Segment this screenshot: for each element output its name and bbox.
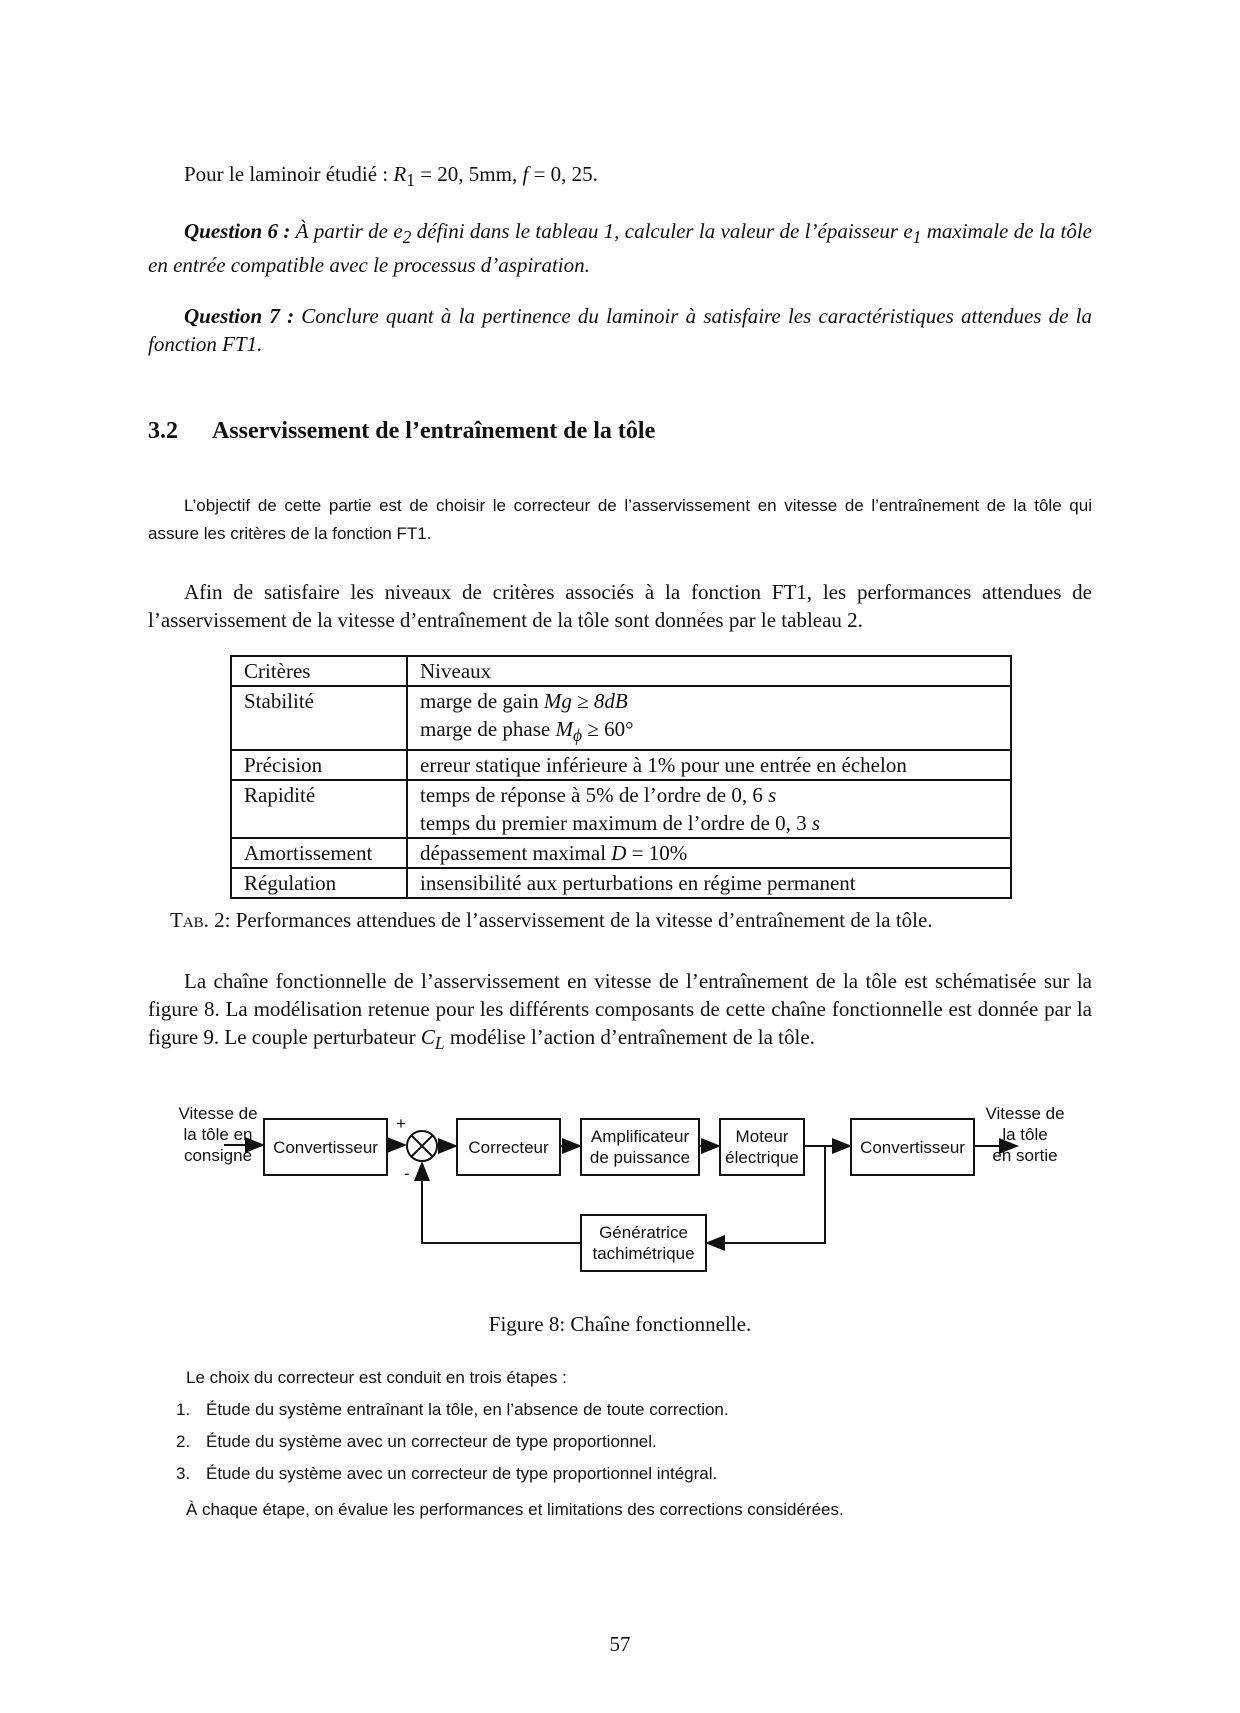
gain-margin-value: 8dB (593, 689, 628, 713)
cl-symbol: C (420, 1025, 435, 1049)
tacho-line: Génératrice (599, 1223, 688, 1242)
list-item (176, 1400, 729, 1420)
input-label (172, 1103, 264, 1166)
question-6-label: Question 6 : (184, 219, 291, 243)
gain-margin-prefix: marge de gain (420, 689, 544, 713)
e2-symbol: e (393, 219, 403, 243)
page-number: 57 (609, 1632, 631, 1656)
steps-outro: À chaque étape, on évalue les performances et limitations des corrections considérées. (186, 1500, 844, 1519)
criterion-speed: Rapidité (231, 780, 407, 838)
motor-line: Moteur (735, 1127, 789, 1146)
phase-margin-relation: ≥ (582, 717, 605, 741)
gain-margin-relation: ≥ (571, 689, 594, 713)
intro-text: Pour le laminoir étudié : (184, 162, 394, 186)
table-caption-text: 2: Performances attendues de l’asservissement de la vitesse d’entraînement de la tôle. (208, 908, 933, 932)
performance-paragraph: Afin de satisfaire les niveaux de critères associés à la fonction FT1, les performances attendues de l’asservissement de la vitesse d’entraînement de la tôle sont données par le tableau 2. (148, 580, 1092, 632)
question-6-text-b: défini dans le tableau 1, calculer la valeur de l’épaisseur (411, 219, 904, 243)
phase-margin-subscript: ϕ (572, 725, 583, 746)
section-number: 3.2 (148, 418, 178, 444)
phase-margin-value: 60° (604, 717, 634, 741)
chain-text-b: modélise l’action d’entraînement de la tôle. (444, 1025, 815, 1049)
section-title: Asservissement de l’entraînement de la tôle (212, 418, 656, 444)
response-time-unit: s (768, 783, 777, 808)
r-subscript: 1 (406, 170, 415, 191)
f-symbol: f (522, 162, 529, 186)
corrector-block: Correcteur (456, 1118, 561, 1176)
plus-sign: + (396, 1114, 406, 1133)
list-item-number: 2. (176, 1432, 191, 1451)
tacho-line: tachimétrique (592, 1244, 695, 1263)
input-label-line: consigne (183, 1146, 253, 1165)
r-value: = 20, 5mm, (414, 162, 523, 186)
amplifier-block (580, 1118, 700, 1176)
question-6-text-c: maximale de la tôle en entrée compatible avec le processus d’aspiration. (148, 219, 1092, 278)
criterion-precision: Précision (231, 750, 407, 780)
amplifier-line: de puissance (589, 1148, 691, 1167)
list-item-text: Étude du système avec un correcteur de type proportionnel. (206, 1432, 657, 1451)
figure-caption: Figure 8: Chaîne fonctionnelle. (488, 1312, 752, 1336)
question-7-text: Conclure quant à la pertinence du laminoir à satisfaire les caractéristiques attendues de la fonction FT1. (148, 304, 1093, 356)
response-time-text: temps de réponse à 5% de l’ordre de 0, 6 (420, 783, 769, 808)
input-label-line: Vitesse de (178, 1104, 258, 1123)
e2-subscript: 2 (402, 227, 412, 248)
motor-block (719, 1118, 805, 1176)
motor-line: électrique (725, 1148, 799, 1167)
list-item-text: Étude du système avec un correcteur de type proportionnel intégral. (206, 1464, 718, 1483)
input-label-line: la tôle en (183, 1125, 253, 1144)
peak-time-unit: s (811, 811, 821, 836)
criterion-regulation: Régulation (231, 868, 407, 898)
output-label-line: la tôle (1002, 1125, 1048, 1144)
cl-subscript: L (434, 1033, 445, 1054)
output-label-line: en sortie (992, 1146, 1058, 1165)
objective-paragraph: L’objectif de cette partie est de choisir le correcteur de l’asservissement en vitesse de l’entraînement de la tôle qui assure les critères de la fonction FT1. (148, 496, 1092, 543)
tacho-block (580, 1214, 707, 1272)
level-precision: erreur statique inférieure à 1% pour une entrée en échelon (407, 750, 1011, 780)
steps-intro: Le choix du correcteur est conduit en trois étapes : (186, 1368, 567, 1387)
question-7-label: Question 7 : (184, 304, 295, 328)
output-label-line: Vitesse de (985, 1104, 1065, 1123)
list-item-text: Étude du système entraînant la tôle, en l’absence de toute correction. (206, 1400, 729, 1419)
f-value: = 0, 25. (528, 162, 598, 186)
table-header-criteria: Critères (231, 656, 407, 686)
criterion-damping: Amortissement (231, 838, 407, 868)
damping-value: = 10% (626, 841, 688, 866)
list-item (176, 1464, 717, 1484)
output-label (973, 1103, 1077, 1166)
e1-symbol: e (903, 219, 913, 243)
question-6-text-a: À partir de (295, 219, 394, 243)
phase-margin-prefix: marge de phase (420, 717, 556, 741)
damping-text: dépassement maximal (420, 841, 612, 866)
level-regulation: insensibilité aux perturbations en régime permanent (407, 868, 1011, 898)
table-caption-tag: Tab. (170, 908, 209, 932)
converter-out-block: Convertisseur (850, 1118, 975, 1176)
minus-sign: - (404, 1164, 410, 1183)
converter-in-block: Convertisseur (263, 1118, 388, 1176)
e1-subscript: 1 (912, 227, 922, 248)
chain-text-a: La chaîne fonctionnelle de l’asservissement en vitesse de l’entraînement de la tôle est schématisée sur la figure 8. La modélisation retenue pour les différents composants de cette chaîne fonctionnelle est donnée par la figure 9. Le couple perturbateur (148, 969, 1092, 1049)
list-item (176, 1432, 657, 1452)
phase-margin-symbol: M (555, 717, 573, 741)
table-header-levels: Niveaux (407, 656, 1011, 686)
list-item-number: 1. (176, 1400, 191, 1419)
list-item-number: 3. (176, 1464, 191, 1483)
damping-symbol: D (611, 841, 627, 866)
gain-margin-symbol: Mg (543, 689, 572, 713)
amplifier-line: Amplificateur (590, 1127, 690, 1146)
r-symbol: R (393, 162, 407, 186)
criterion-stability: Stabilité (231, 686, 407, 750)
peak-time-text: temps du premier maximum de l’ordre de 0, 3 (420, 811, 812, 836)
